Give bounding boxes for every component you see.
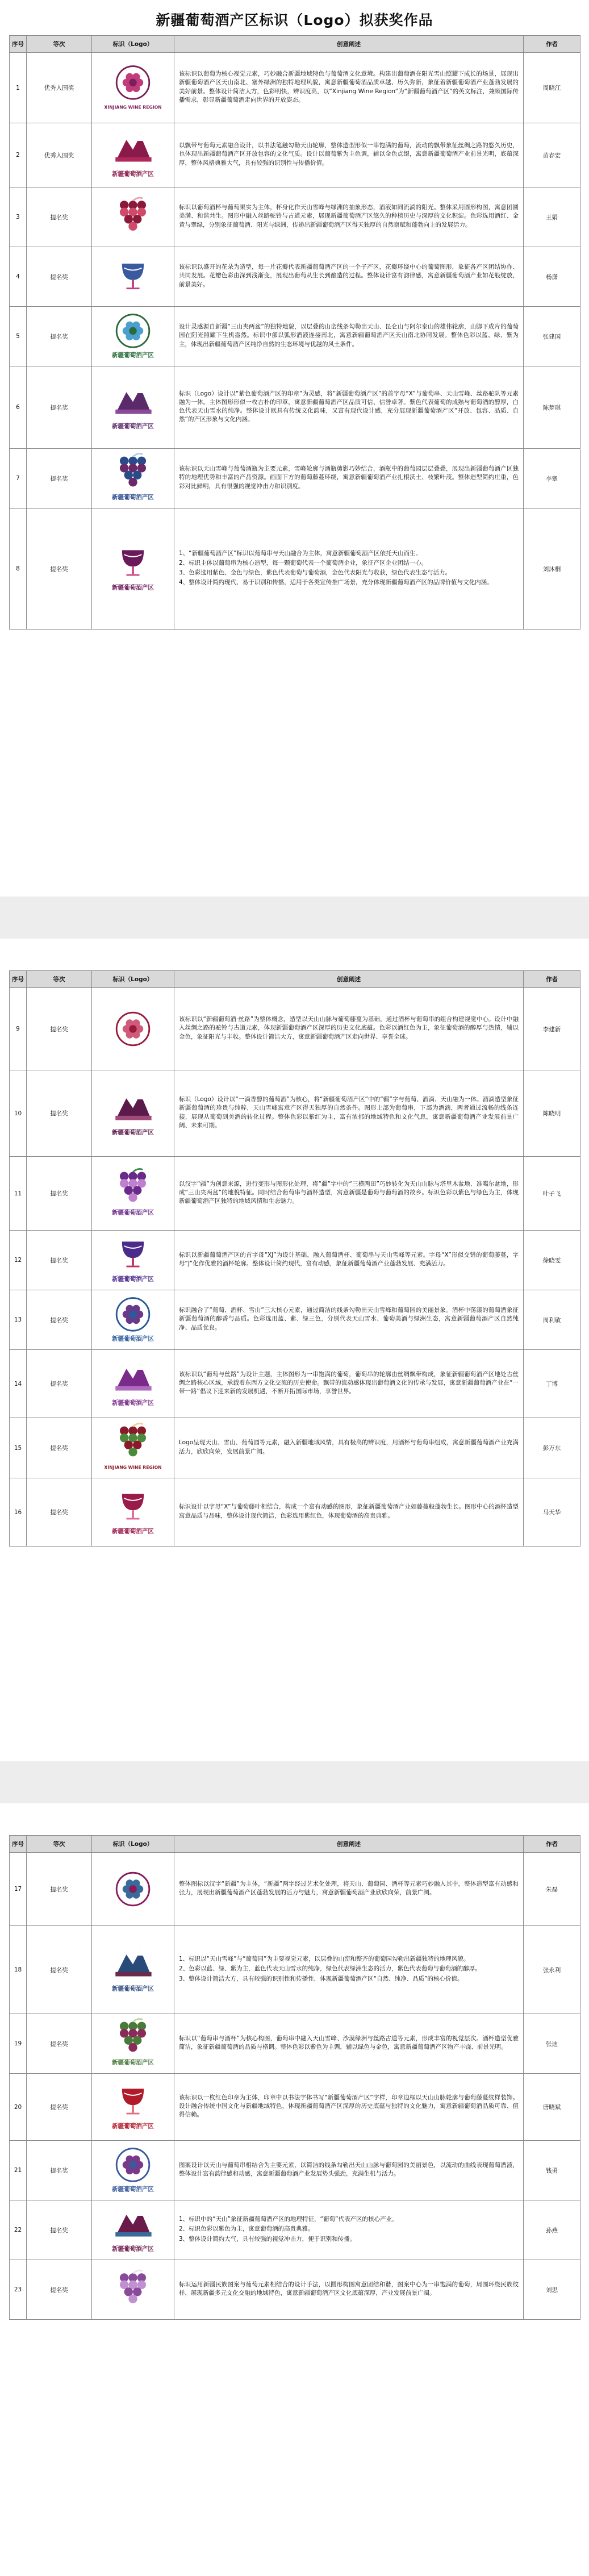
logo-image xyxy=(99,309,166,364)
description-paragraph: 以飘带与葡萄元素融合设计，以书法笔触勾勒天山轮廓，整体造型形似一串饱满的葡萄，流动的飘带象征丝绸之路的悠久历史，也体现出新疆葡萄酒产区开放包容的文化气质。设计以葡萄紫为主色调，辅以金色点缀，寓意新疆葡萄酒产业前景光明，底蕴深厚，整体风格典雅大气，具有较强的识别性与传播价值。 xyxy=(179,142,519,166)
table-row xyxy=(10,2260,580,2320)
award-level: 优秀入围奖 xyxy=(27,53,92,123)
logo-cell xyxy=(92,247,174,307)
creative-description xyxy=(174,1478,524,1547)
table-row xyxy=(10,1418,580,1478)
logo-image xyxy=(99,1086,166,1141)
table-row xyxy=(10,2200,580,2260)
entry-number: 3 xyxy=(10,187,27,247)
logo-caption: XINJIANG WINE REGION xyxy=(104,1464,162,1470)
award-level: 优秀入围奖 xyxy=(27,123,92,187)
table-row xyxy=(10,366,580,449)
logo-cell xyxy=(92,123,174,187)
creative-description xyxy=(174,247,524,307)
award-level: 提名奖 xyxy=(27,2260,92,2320)
table-row xyxy=(10,988,580,1070)
logo-image xyxy=(99,2080,166,2135)
header-num: 序号 xyxy=(10,1836,27,1853)
logo-image xyxy=(99,1293,166,1347)
author-name: 丁博 xyxy=(524,1350,580,1418)
table-row xyxy=(10,307,580,366)
logo-cell xyxy=(92,1350,174,1418)
entry-number: 10 xyxy=(10,1070,27,1157)
creative-description xyxy=(174,1350,524,1418)
award-level: 提名奖 xyxy=(27,2200,92,2260)
author-name: 张永利 xyxy=(524,1926,580,2014)
logo-image xyxy=(99,2143,166,2198)
logo-cell xyxy=(92,508,174,630)
logo-caption: 新疆葡萄酒产区 xyxy=(112,1128,154,1136)
logo-caption: 新疆葡萄酒产区 xyxy=(112,423,154,430)
description-paragraph: 3、整体设计简洁大方，具有较强的识别性和传播性，体现新疆葡萄酒产区“自然、纯净、品质”的核心价值。 xyxy=(179,1975,463,1982)
table-row xyxy=(10,1231,580,1290)
description-paragraph: Logo呈现天山、雪山、葡萄园等元素，融入新疆地域风情，具有极高的辨识度，用酒杯与葡萄串组成，寓意新疆葡萄酒产业充满活力，欣欣向荣，发展前景广阔。 xyxy=(179,1439,519,1455)
header-desc: 创意阐述 xyxy=(174,971,524,988)
header-desc: 创意阐述 xyxy=(174,1836,524,1853)
header-num: 序号 xyxy=(10,36,27,53)
entry-number: 15 xyxy=(10,1418,27,1478)
logo-caption: 新疆葡萄酒产区 xyxy=(112,2122,154,2129)
logo-caption: 新疆葡萄酒产区 xyxy=(112,584,154,591)
creative-description xyxy=(174,1231,524,1290)
table-header-row xyxy=(10,36,580,53)
table-row xyxy=(10,2074,580,2141)
description-paragraph: 整体图标以汉字“新疆”为主体，“新疆”两字经过艺术化处理，将天山、葡萄园、酒杯等元素巧妙融入其中，整体造型富有动感和张力，展现出新疆葡萄酒产区蓬勃发展的活力与魅力，寓意新疆葡萄酒产业欣欣向荣，前景广阔。 xyxy=(179,1880,519,1896)
author-name: 李翠 xyxy=(524,449,580,508)
entry-number: 11 xyxy=(10,1157,27,1231)
award-level: 提名奖 xyxy=(27,2141,92,2200)
author-name: 叶子飞 xyxy=(524,1157,580,1231)
logo-cell xyxy=(92,307,174,366)
creative-description xyxy=(174,2200,524,2260)
creative-description xyxy=(174,2074,524,2141)
description-paragraph: 标识融合了“葡萄、酒杯、雪山”三大核心元素，通过简洁的线条勾勒出天山雪峰和葡萄园的美丽景象。酒杯中荡漾的葡萄酒象征新疆葡萄酒的醇香与品质。色彩选用蓝、紫、绿三色，分别代表天山雪水、葡萄美酒与绿洲生态，寓意新疆葡萄酒产区自然纯净、品质优良。 xyxy=(179,1307,519,1331)
header-logo: 标识（Logo） xyxy=(92,971,174,988)
logo-cell xyxy=(92,2014,174,2074)
logo-image xyxy=(99,2262,166,2317)
header-award: 等次 xyxy=(27,971,92,988)
entry-number: 23 xyxy=(10,2260,27,2320)
award-level: 提名奖 xyxy=(27,2074,92,2141)
description-paragraph: 2、色彩以蓝、绿、紫为主，蓝色代表天山雪水的纯净，绿色代表绿洲生态的活力，紫色代表葡萄与葡萄酒的醇厚。 xyxy=(179,1965,481,1973)
document-page-2 xyxy=(0,939,589,1761)
logo-image xyxy=(99,128,166,182)
creative-description xyxy=(174,1070,524,1157)
logo-cell xyxy=(92,1478,174,1547)
entry-number: 12 xyxy=(10,1231,27,1290)
entry-number: 2 xyxy=(10,123,27,187)
entry-number: 9 xyxy=(10,988,27,1070)
author-name: 杨潇 xyxy=(524,247,580,307)
author-name: 张建国 xyxy=(524,307,580,366)
header-award: 等次 xyxy=(27,36,92,53)
author-name: 徐晓雯 xyxy=(524,1231,580,1290)
description-paragraph: 标识以葡萄酒杯与葡萄果实为主体，杯身化作天山雪峰与绿洲的抽象形态，酒液如同流淌的阳光。整体采用圆形构图，寓意团圆美满、和谐共生。图形中融入丝路驼铃与古道元素，展现新疆葡萄酒产区悠久的种植历史与深厚的文化积淀。色彩选用酒红、金黄与翠绿，分别象征葡萄酒、阳光与绿洲，传递出新疆葡萄酒产区得天独厚的自然禀赋和蓬勃向上的发展活力。 xyxy=(179,204,519,228)
award-level: 提名奖 xyxy=(27,449,92,508)
award-level: 提名奖 xyxy=(27,1070,92,1157)
creative-description xyxy=(174,2260,524,2320)
header-num: 序号 xyxy=(10,971,27,988)
logo-caption: 新疆葡萄酒产区 xyxy=(112,1399,154,1406)
author-name: 朱磊 xyxy=(524,1853,580,1926)
entry-number: 5 xyxy=(10,307,27,366)
author-name: 陈梦琪 xyxy=(524,366,580,449)
description-paragraph: 1、标识以“天山雪峰”与“葡萄园”为主要视觉元素，以层叠的山峦和整齐的葡萄园勾勒出新疆独特的地理风貌。 xyxy=(179,1956,470,1963)
award-level: 提名奖 xyxy=(27,988,92,1070)
award-level: 提名奖 xyxy=(27,1418,92,1478)
page-title: 新疆葡萄酒产区标识（Logo）拟获奖作品 xyxy=(156,12,433,28)
author-name: 张迪 xyxy=(524,2014,580,2074)
author-name: 王娟 xyxy=(524,187,580,247)
creative-description xyxy=(174,1290,524,1350)
logo-image xyxy=(99,1485,166,1540)
table-row xyxy=(10,2014,580,2074)
description-paragraph: 标识以新疆葡萄酒产区的首字母“XJ”为设计基础，融入葡萄酒杯、葡萄串与天山雪峰等元素。字母“X”形似交错的葡萄藤蔓，字母“J”化作优雅的酒杯轮廓。整体设计简约现代，富有动感，象征新疆葡萄酒产业蓬勃发展、充满活力。 xyxy=(179,1251,519,1267)
table-row xyxy=(10,187,580,247)
creative-description xyxy=(174,1157,524,1231)
logo-cell xyxy=(92,1231,174,1290)
description-paragraph: 该标识以葡萄为核心视觉元素，巧妙融合新疆地域特色与葡萄酒文化意境。构建出葡萄酒在阳光雪山照耀下成长的场景，展现出新疆葡萄酒产区天山南北、塞外绿洲的独特地理风貌，寓意新疆葡萄酒品质卓越、历久弥新，象征着新疆葡萄酒产业蓬勃发展的美好前景。整体设计简洁大方，色彩明快，辨识度高，以“Xinjiang Wine Region”为“新疆葡萄酒产区”的英文标注，兼顾国际传播需求，彰显新疆葡萄酒走向世界的开放姿态。 xyxy=(179,70,519,103)
logo-cell xyxy=(92,53,174,123)
logo-image xyxy=(99,1233,166,1287)
entry-number: 6 xyxy=(10,366,27,449)
logo-image xyxy=(99,2203,166,2257)
award-level: 提名奖 xyxy=(27,1290,92,1350)
table-row xyxy=(10,1926,580,2014)
table-row xyxy=(10,449,580,508)
header-author: 作者 xyxy=(524,971,580,988)
logo-cell xyxy=(92,1418,174,1478)
description-paragraph: 2、标识色彩以紫色为主，寓意葡萄酒的高贵典雅。 xyxy=(179,2225,314,2233)
logo-caption: 新疆葡萄酒产区 xyxy=(112,170,154,178)
award-level: 提名奖 xyxy=(27,307,92,366)
entry-number: 8 xyxy=(10,508,27,630)
author-name: 苗春宏 xyxy=(524,123,580,187)
awards-table-2 xyxy=(9,970,580,1547)
logo-cell xyxy=(92,1070,174,1157)
logo-image xyxy=(99,451,166,506)
logo-caption: 新疆葡萄酒产区 xyxy=(112,1335,154,1343)
logo-image xyxy=(99,1862,166,1916)
header-desc: 创意阐述 xyxy=(174,36,524,53)
logo-caption: 新疆葡萄酒产区 xyxy=(112,1208,154,1216)
description-paragraph: 该标识以一枚红色印章为主体，印章中以书法字体书写“新疆葡萄酒产区”字样，印章边框以天山山脉轮廓与葡萄藤蔓纹样装饰。设计融合传统中国文化与新疆地域特色，体现新疆葡萄酒产区深厚的历史底蕴与独特的文化魅力，寓意新疆葡萄酒品质可靠、值得信赖。 xyxy=(179,2094,519,2119)
table-row xyxy=(10,508,580,630)
description-paragraph: 该标识以天山雪峰与葡萄酒瓶为主要元素，雪峰轮廓与酒瓶剪影巧妙结合，酒瓶中的葡萄园层层叠叠，展现出新疆葡萄酒产区独特的地理优势和丰富的产品资源。画面下方的葡萄藤蔓环绕，寓意新疆葡萄酒产业扎根沃土、枝繁叶茂。整体造型简约庄重，色彩对比鲜明，具有很强的视觉冲击力和识别度。 xyxy=(179,465,519,490)
logo-image xyxy=(99,1357,166,1411)
description-paragraph: 该标识以“新疆葡萄酒·丝路”为整体概念，造型以天山山脉与葡萄藤蔓为基础，通过酒杯与葡萄串的组合构建视觉中心。设计中融入丝绸之路的驼铃与古道元素，体现新疆葡萄酒产区深厚的历史文化底蕴。色彩以酒红色为主，象征葡萄酒的醇厚与热情，辅以金色，象征阳光与丰收。整体设计简洁大方，寓意新疆葡萄酒产区走向世界、享誉全球。 xyxy=(179,1016,519,1040)
logo-cell xyxy=(92,1290,174,1350)
description-paragraph: 3、整体设计简约大气，具有较强的视觉冲击力，便于识别和传播。 xyxy=(179,2235,356,2242)
logo-image xyxy=(99,380,166,435)
logo-image xyxy=(99,2016,166,2071)
award-level: 提名奖 xyxy=(27,366,92,449)
table-row xyxy=(10,1290,580,1350)
logo-cell xyxy=(92,366,174,449)
entry-number: 20 xyxy=(10,2074,27,2141)
table-row xyxy=(10,1853,580,1926)
description-paragraph: 标识运用新疆民族图案与葡萄元素相结合的设计手法，以圆形构图寓意团结和谐，图案中心为一串饱满的葡萄，周围环绕民族纹样，展现新疆多元文化交融的地域特色，寓意新疆葡萄酒产区文化底蕴深厚，产业发展前景广阔。 xyxy=(179,2281,519,2296)
entry-number: 4 xyxy=(10,247,27,307)
logo-image xyxy=(99,249,166,304)
creative-description xyxy=(174,2014,524,2074)
page-gap xyxy=(0,897,589,939)
award-level: 提名奖 xyxy=(27,1231,92,1290)
document-page-3 xyxy=(0,1803,589,2576)
logo-image xyxy=(99,1421,166,1475)
entry-number: 7 xyxy=(10,449,27,508)
table-row xyxy=(10,1478,580,1547)
creative-description xyxy=(174,2141,524,2200)
logo-caption: 新疆葡萄酒产区 xyxy=(112,1985,154,1993)
logo-cell xyxy=(92,1157,174,1231)
header-author: 作者 xyxy=(524,1836,580,1853)
logo-caption: 新疆葡萄酒产区 xyxy=(112,352,154,359)
logo-image xyxy=(99,61,166,115)
author-name: 周利敏 xyxy=(524,1290,580,1350)
logo-cell xyxy=(92,187,174,247)
logo-cell xyxy=(92,449,174,508)
table-row xyxy=(10,1350,580,1418)
author-name: 彭万东 xyxy=(524,1418,580,1478)
entry-number: 21 xyxy=(10,2141,27,2200)
description-paragraph: 标识以“葡萄串与酒杯”为核心构图，葡萄串中融入天山雪峰、沙漠绿洲与丝路古道等元素，形成丰富的视觉层次。酒杯造型优雅简洁，象征新疆葡萄酒的品质与格调。整体色彩以紫色为主调，辅以绿色与金色，寓意新疆葡萄酒产区物产丰饶、前景光明。 xyxy=(179,2035,519,2050)
logo-image xyxy=(99,1943,166,1997)
award-level: 提名奖 xyxy=(27,1926,92,2014)
author-name: 周晓江 xyxy=(524,53,580,123)
logo-cell xyxy=(92,2200,174,2260)
award-level: 提名奖 xyxy=(27,1853,92,1926)
logo-caption: XINJIANG WINE REGION xyxy=(104,104,162,110)
header-logo: 标识（Logo） xyxy=(92,36,174,53)
creative-description xyxy=(174,988,524,1070)
logo-cell xyxy=(92,988,174,1070)
creative-description xyxy=(174,1853,524,1926)
creative-description xyxy=(174,449,524,508)
entry-number: 19 xyxy=(10,2014,27,2074)
award-level: 提名奖 xyxy=(27,1350,92,1418)
table-row xyxy=(10,247,580,307)
author-name: 钱勇 xyxy=(524,2141,580,2200)
entry-number: 18 xyxy=(10,1926,27,2014)
description-paragraph: 图案设计以天山与葡萄串相结合为主要元素，以简洁的线条勾勒出天山山脉与葡萄园的美丽景色，以流动的曲线表现葡萄酒液，整体设计富有韵律感和动感，寓意新疆葡萄酒产业发展势头强劲，充满生机与活力。 xyxy=(179,2161,519,2177)
award-level: 提名奖 xyxy=(27,1157,92,1231)
table-row xyxy=(10,1157,580,1231)
description-paragraph: 2、标识主体以葡萄串为核心造型，每一颗葡萄代表一个葡萄酒企业，象征产区企业团结一心。 xyxy=(179,559,428,566)
logo-image xyxy=(99,1166,166,1221)
logo-cell xyxy=(92,1853,174,1926)
creative-description xyxy=(174,1418,524,1478)
entry-number: 22 xyxy=(10,2200,27,2260)
creative-description xyxy=(174,508,524,630)
description-paragraph: 1、标识中的“天山”象征新疆葡萄酒产区的地理特征，“葡萄”代表产区的核心产业。 xyxy=(179,2216,398,2223)
entry-number: 1 xyxy=(10,53,27,123)
table-row xyxy=(10,123,580,187)
logo-caption: 新疆葡萄酒产区 xyxy=(112,2245,154,2253)
description-paragraph: 3、色彩选用紫色、金色与绿色，紫色代表葡萄与葡萄酒，金色代表阳光与收获，绿色代表生态与活力。 xyxy=(179,569,452,576)
logo-cell xyxy=(92,2141,174,2200)
logo-image xyxy=(99,1002,166,1056)
entry-number: 17 xyxy=(10,1853,27,1926)
logo-caption: 新疆葡萄酒产区 xyxy=(112,494,154,501)
logo-caption: 新疆葡萄酒产区 xyxy=(112,2186,154,2193)
description-paragraph: 标识（Logo）设计以“紫色葡萄酒产区的印章”为灵感，将“新疆葡萄酒产区”的首字母“X”与葡萄串、天山雪峰、丝路驼队等元素融为一体。主体图形形似一枚古朴的印章，寓意新疆葡萄酒产区品质可信、信誉卓著。紫色代表葡萄的成熟与葡萄酒的醇厚，白色代表天山雪水的纯净。整体设计既具有传统文化韵味，又富有现代设计感，充分展现新疆葡萄酒产区“开放、包容、品质、自然”的产区形象与文化内涵。 xyxy=(179,390,519,423)
table-row xyxy=(10,2141,580,2200)
author-name: 马天华 xyxy=(524,1478,580,1547)
document-page-1 xyxy=(0,0,589,897)
table-row xyxy=(10,53,580,123)
author-name: 刘沐桐 xyxy=(524,508,580,630)
creative-description xyxy=(174,187,524,247)
table-header-row xyxy=(10,971,580,988)
description-paragraph: 标识（Logo）设计以“一滴香醇的葡萄酒”为核心，将“新疆葡萄酒产区”中的“疆”字与葡萄、酒滴、天山融为一体。酒滴造型象征新疆葡萄酒的珍贵与纯粹，天山雪峰寓意产区得天独厚的自然条件。图形上部为葡萄串，下部为酒滴，两者通过流畅的线条连接，展现从葡萄到美酒的转化过程。整体色彩以紫红为主，富有浓郁的地域特色和文化气息，寓意新疆葡萄酒产业发展前景广阔、未来可期。 xyxy=(179,1096,519,1129)
logo-cell xyxy=(92,1926,174,2014)
award-level: 提名奖 xyxy=(27,2014,92,2074)
header-logo: 标识（Logo） xyxy=(92,1836,174,1853)
header-author: 作者 xyxy=(524,36,580,53)
author-name: 唐晓斌 xyxy=(524,2074,580,2141)
awards-table-1 xyxy=(9,35,580,630)
description-paragraph: 4、整体设计简约现代，易于识别和传播，适用于各类宣传推广场景，充分体现新疆葡萄酒产区的品牌价值与文化内涵。 xyxy=(179,579,493,586)
description-paragraph: 该标识以“葡萄与丝路”为设计主题，主体图形为一串饱满的葡萄，葡萄串的轮廓由丝绸飘带构成，象征新疆葡萄酒产区地处古丝绸之路核心区域，承载着东西方文化交流的历史使命。飘带的流动感体现出葡萄酒文化的传承与发展，寓意新疆葡萄酒产业在“一带一路”倡议下迎来新的发展机遇，不断开拓国际市场，享誉世界。 xyxy=(179,1370,519,1395)
description-paragraph: 标识设计以字母“X”与葡萄藤叶相结合，构成一个富有动感的图形，象征新疆葡萄酒产业如藤蔓般蓬勃生长。图形中心的酒杯造型寓意品质与品味，整体设计现代简洁，色彩选用紫红色，体现葡萄酒的高贵典雅。 xyxy=(179,1503,519,1519)
page-gap xyxy=(0,1761,589,1803)
creative-description xyxy=(174,1926,524,2014)
creative-description xyxy=(174,123,524,187)
creative-description xyxy=(174,307,524,366)
logo-caption: 新疆葡萄酒产区 xyxy=(112,1527,154,1535)
award-level: 提名奖 xyxy=(27,508,92,630)
author-name: 刘思 xyxy=(524,2260,580,2320)
author-name: 陈晓明 xyxy=(524,1070,580,1157)
description-paragraph: 以汉字“疆”为创意来源，进行变形与图形化处理，将“疆”字中的“三横两田”巧妙转化为天山山脉与塔里木盆地、准噶尔盆地，形成“三山夹两盆”的地貌特征。同时结合葡萄串与酒杯造型，寓意新疆是葡萄与葡萄酒的故乡。标识色彩以紫色与绿色为主，体现新疆葡萄酒产区独特的地域风情和生态魅力。 xyxy=(179,1180,519,1205)
creative-description xyxy=(174,53,524,123)
logo-caption: 新疆葡萄酒产区 xyxy=(112,1276,154,1283)
logo-caption: 新疆葡萄酒产区 xyxy=(112,2059,154,2066)
award-level: 提名奖 xyxy=(27,187,92,247)
author-name: 李建新 xyxy=(524,988,580,1070)
creative-description xyxy=(174,366,524,449)
logo-cell xyxy=(92,2260,174,2320)
logo-image xyxy=(99,541,166,596)
entry-number: 13 xyxy=(10,1290,27,1350)
header-award: 等次 xyxy=(27,1836,92,1853)
entry-number: 14 xyxy=(10,1350,27,1418)
logo-cell xyxy=(92,2074,174,2141)
entry-number: 16 xyxy=(10,1478,27,1547)
table-header-row xyxy=(10,1836,580,1853)
description-paragraph: 1、“新疆葡萄酒产区”标识以葡萄串与天山融合为主体，寓意新疆葡萄酒产区依托天山而生。 xyxy=(179,549,422,557)
table-row xyxy=(10,1070,580,1157)
awards-table-3 xyxy=(9,1835,580,2320)
award-level: 提名奖 xyxy=(27,1478,92,1547)
author-name: 孙燕 xyxy=(524,2200,580,2260)
description-paragraph: 设计灵感源自新疆“三山夹两盆”的独特地貌，以层叠的山峦线条勾勒出天山、昆仑山与阿尔泰山的雄伟轮廓，山脚下成片的葡萄园在阳光照耀下生机盎然。标识中部以弧形酒液连接南北，寓意新疆葡萄酒产区天山南北协同发展。整体色彩以蓝、绿、紫为主，体现出新疆葡萄酒产区纯净自然的生态环境与优越的风土条件。 xyxy=(179,323,519,348)
award-level: 提名奖 xyxy=(27,247,92,307)
description-paragraph: 该标识以盛开的花朵为造型，每一片花瓣代表新疆葡萄酒产区的一个子产区，花瓣环绕中心的葡萄图形，象征各产区团结协作、共同发展。花瓣色彩由深到浅渐变，展现出葡萄从生长到酿造的过程。整体设计富有韵律感，寓意新疆葡萄酒产业如花般绽放，前景美好。 xyxy=(179,264,519,288)
logo-image xyxy=(99,190,166,244)
